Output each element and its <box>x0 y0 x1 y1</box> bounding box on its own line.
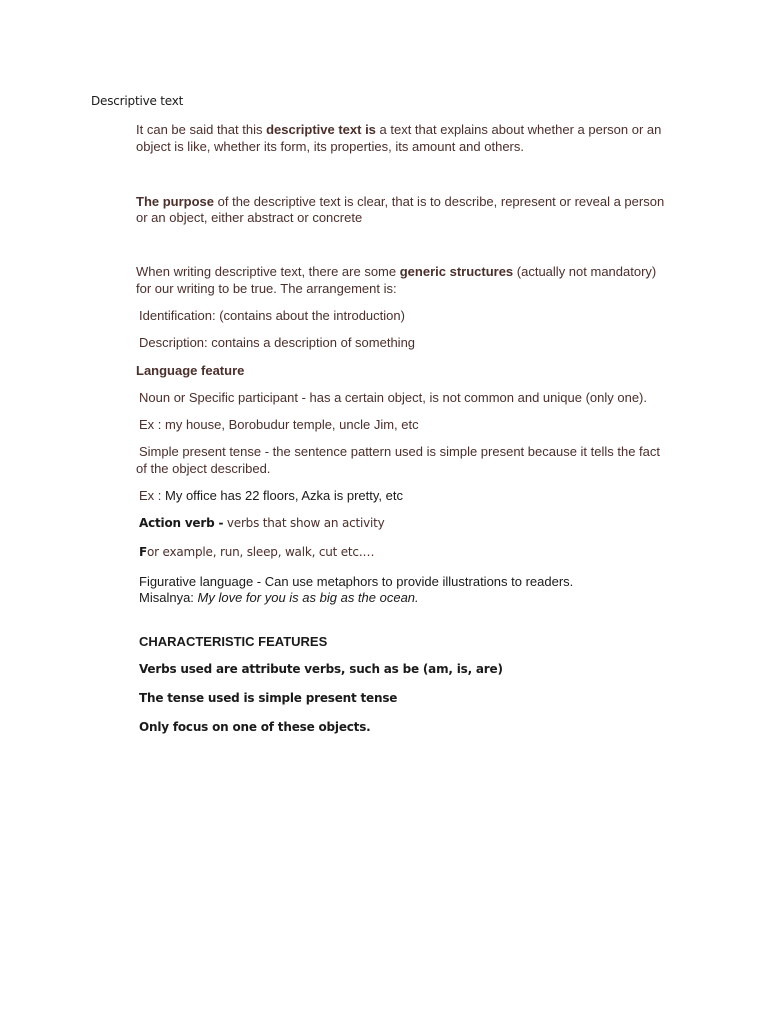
purpose-text-line2: or an object, either abstract or concrete <box>136 210 363 225</box>
figurative-line-2 <box>139 589 419 606</box>
intro-text-line2: object is like, whether its form, its properties, its amount and others. <box>136 139 525 154</box>
structure-text-pre: When writing descriptive text, there are some <box>136 264 400 279</box>
figurative-text: Figurative language - Can use metaphors to provide illustrations to readers. <box>139 574 574 589</box>
example-2-prefix: Ex : <box>139 488 166 503</box>
example-1-line <box>139 416 419 433</box>
example-2-line <box>139 487 403 504</box>
for-example-line <box>139 544 374 561</box>
for-example-first-letter: F <box>139 545 147 559</box>
purpose-text-post: of the descriptive text is clear, that is to describe, represent or reveal a person <box>214 194 665 209</box>
description-text: Description: contains a description of something <box>139 335 416 350</box>
characteristic-item <box>139 719 371 736</box>
characteristic-item <box>139 690 397 707</box>
document-title <box>91 93 183 110</box>
for-example-text: or example, run, sleep, walk, cut etc.… <box>147 545 375 559</box>
purpose-bold: The purpose <box>136 194 215 209</box>
characteristic-item-text: Verbs used are attribute verbs, such as be (am, is, are) <box>139 662 503 676</box>
simple-present-text-line2: of the object described. <box>136 461 271 476</box>
characteristic-heading-text: CHARACTERISTIC FEATURES <box>139 634 328 649</box>
example-2-text: My office has 22 floors, Azka is pretty, etc <box>165 488 403 503</box>
characteristic-item-text: The tense used is simple present tense <box>139 691 398 705</box>
language-feature-text: Language feature <box>136 363 245 378</box>
intro-line-1 <box>136 121 661 138</box>
purpose-line-2 <box>136 209 362 226</box>
structure-text-line2: for our writing to be true. The arrangement is: <box>136 281 397 296</box>
structure-text-post: (actually not mandatory) <box>513 264 657 279</box>
misalnya-label: Misalnya: <box>139 590 198 605</box>
language-feature-heading <box>136 362 244 379</box>
simple-present-text: Simple present tense - the sentence pattern used is simple present because it tells the fact <box>139 444 661 459</box>
characteristic-item <box>139 661 503 678</box>
structure-bold: generic structures <box>399 264 514 279</box>
intro-text-post: a text that explains about whether a person or an <box>375 122 662 137</box>
figurative-line-1 <box>139 573 573 590</box>
structure-line-2 <box>136 280 397 297</box>
intro-text-bold: descriptive text is <box>266 122 376 137</box>
action-verb-bold: Action verb - <box>139 516 224 530</box>
metaphor-example: My love for you is as big as the ocean. <box>197 590 419 605</box>
structure-line-1 <box>136 263 656 280</box>
intro-line-2 <box>136 138 524 155</box>
characteristic-item-text: Only focus on one of these objects. <box>139 720 371 734</box>
characteristic-heading <box>139 633 327 650</box>
action-verb-line <box>139 515 385 532</box>
noun-text: Noun or Specific participant - has a certain object, is not common and unique (only one). <box>139 390 647 405</box>
description-line <box>139 334 415 351</box>
simple-present-line-1 <box>139 443 660 460</box>
identification-text: Identification: (contains about the introduction) <box>139 308 405 323</box>
noun-line <box>139 389 647 406</box>
simple-present-line-2 <box>136 460 270 477</box>
intro-text-pre: It can be said that this <box>136 122 267 137</box>
purpose-line-1 <box>136 193 664 210</box>
title-text: Descriptive text <box>91 94 184 108</box>
example-1-text: Ex : my house, Borobudur temple, uncle Jim, etc <box>139 417 419 432</box>
identification-line <box>139 307 405 324</box>
action-verb-text: verbs that show an activity <box>223 516 385 530</box>
